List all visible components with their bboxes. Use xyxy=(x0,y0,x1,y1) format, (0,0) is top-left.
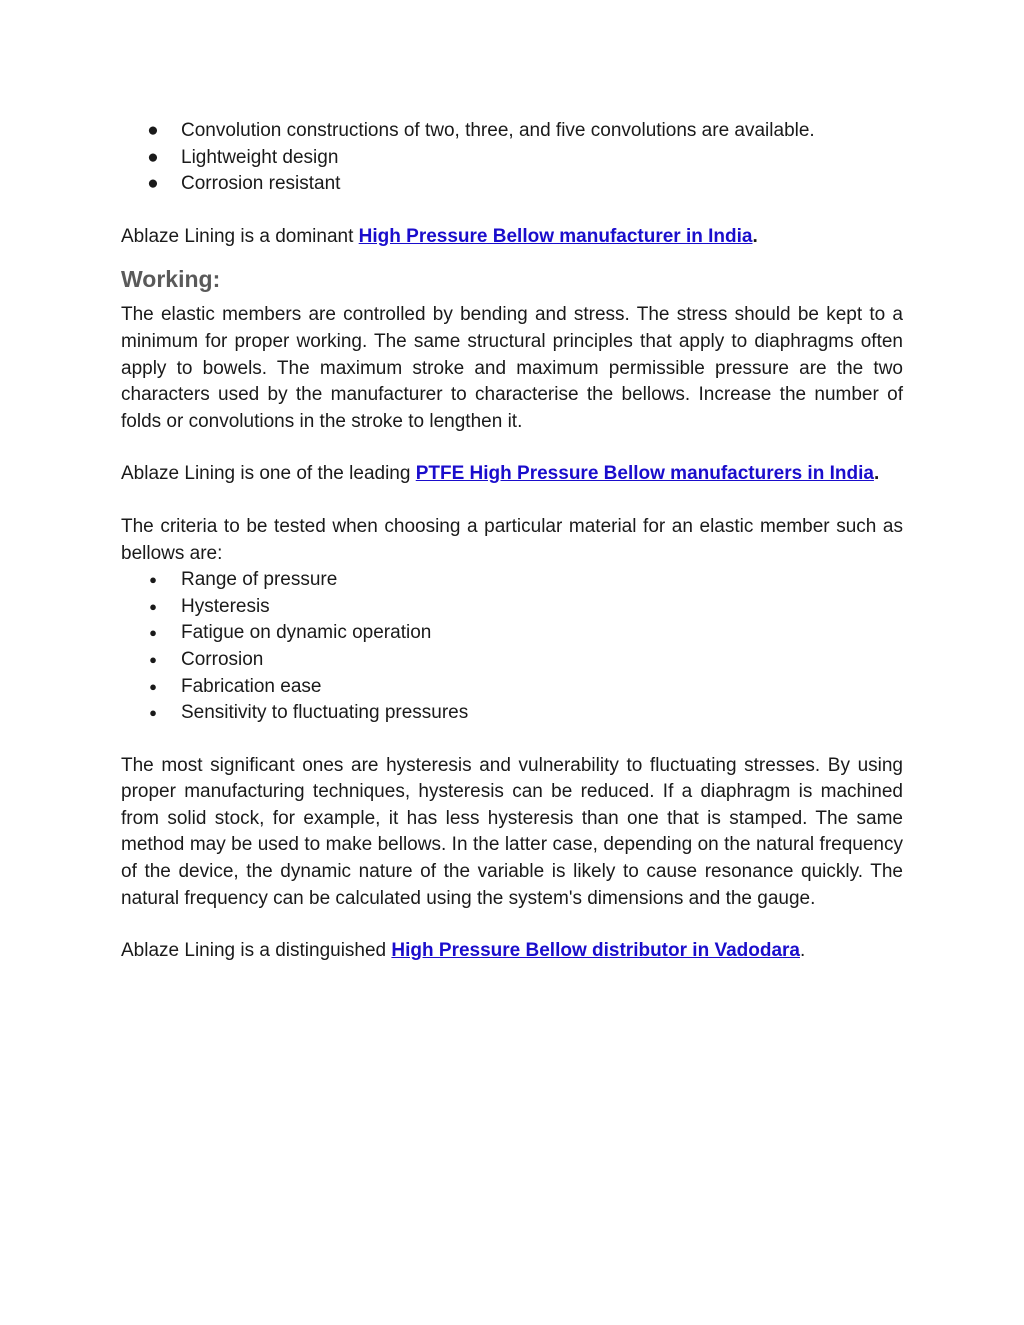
bullet-icon: ● xyxy=(149,705,157,721)
bullet-icon: ● xyxy=(149,678,157,694)
bullet-icon: ● xyxy=(149,598,157,614)
distributor-paragraph: Ablaze Lining is a distinguished High Pressure Bellow distributor in Vadodara. xyxy=(121,940,806,962)
list-item: ● Sensitivity to fluctuating pressures xyxy=(121,700,903,727)
significant-paragraph: The most significant ones are hysteresis and vulnerability to fluctuating stresses. By using proper manufacturing techniques, hysteresis can be reduced. If a diaphragm is machined from solid stock, for example, it has less hysteresis than one that is stamped. The same method may be used to make bellows. In the latter case, depending on the natural frequency of the device, the dynamic nature of the variable is likely to cause resonance quickly. The natural frequency can be calculated using the system's dimensions and the gauge. xyxy=(121,754,903,909)
working-paragraph: The elastic members are controlled by bending and stress. The stress should be kept to a minimum for proper working. The same structural principles that apply to diaphragms often apply to bowels. The maximum stroke and maximum permissible pressure are the two characters used by the manufacturer to characterise the bellows. Increase the number of folds or convolutions in the stroke to lengthen it. xyxy=(121,304,903,432)
bullet-icon: ● xyxy=(147,120,159,141)
distributor-vadodara-link[interactable]: High Pressure Bellow distributor in Vadodara xyxy=(391,940,800,962)
bullet-icon: ● xyxy=(147,146,159,168)
list-item: ● Corrosion xyxy=(121,647,903,674)
leading-paragraph: Ablaze Lining is one of the leading PTFE High Pressure Bellow manufacturers in India. xyxy=(121,463,880,485)
list-item: ● Range of pressure xyxy=(121,567,903,594)
criteria-list xyxy=(121,567,903,727)
features-list xyxy=(121,118,903,198)
list-item: ● Hysteresis xyxy=(121,594,903,621)
criteria-intro: The criteria to be tested when choosing a particular material for an elastic member such as bellows are: xyxy=(121,515,903,564)
list-item: ● Lightweight design xyxy=(121,145,903,172)
bullet-icon: ● xyxy=(149,572,157,588)
bullet-icon: ● xyxy=(149,651,157,667)
manufacturer-india-link[interactable]: High Pressure Bellow manufacturer in India xyxy=(358,225,753,247)
bullet-icon: ● xyxy=(147,173,159,195)
list-item: ● Fabrication ease xyxy=(121,674,903,701)
list-item: ● Corrosion resistant xyxy=(121,171,903,198)
list-item: ● Fatigue on dynamic operation xyxy=(121,620,903,647)
working-heading: Working: xyxy=(121,266,221,293)
bullet-icon: ● xyxy=(149,625,157,641)
page-content xyxy=(121,118,903,965)
ptfe-manufacturers-link[interactable]: PTFE High Pressure Bellow manufacturers in India xyxy=(415,463,874,485)
dominant-paragraph: Ablaze Lining is a dominant High Pressure Bellow manufacturer in India. xyxy=(121,225,758,247)
list-item: ● Convolution constructions of two, three, and five convolutions are available. xyxy=(121,118,903,145)
